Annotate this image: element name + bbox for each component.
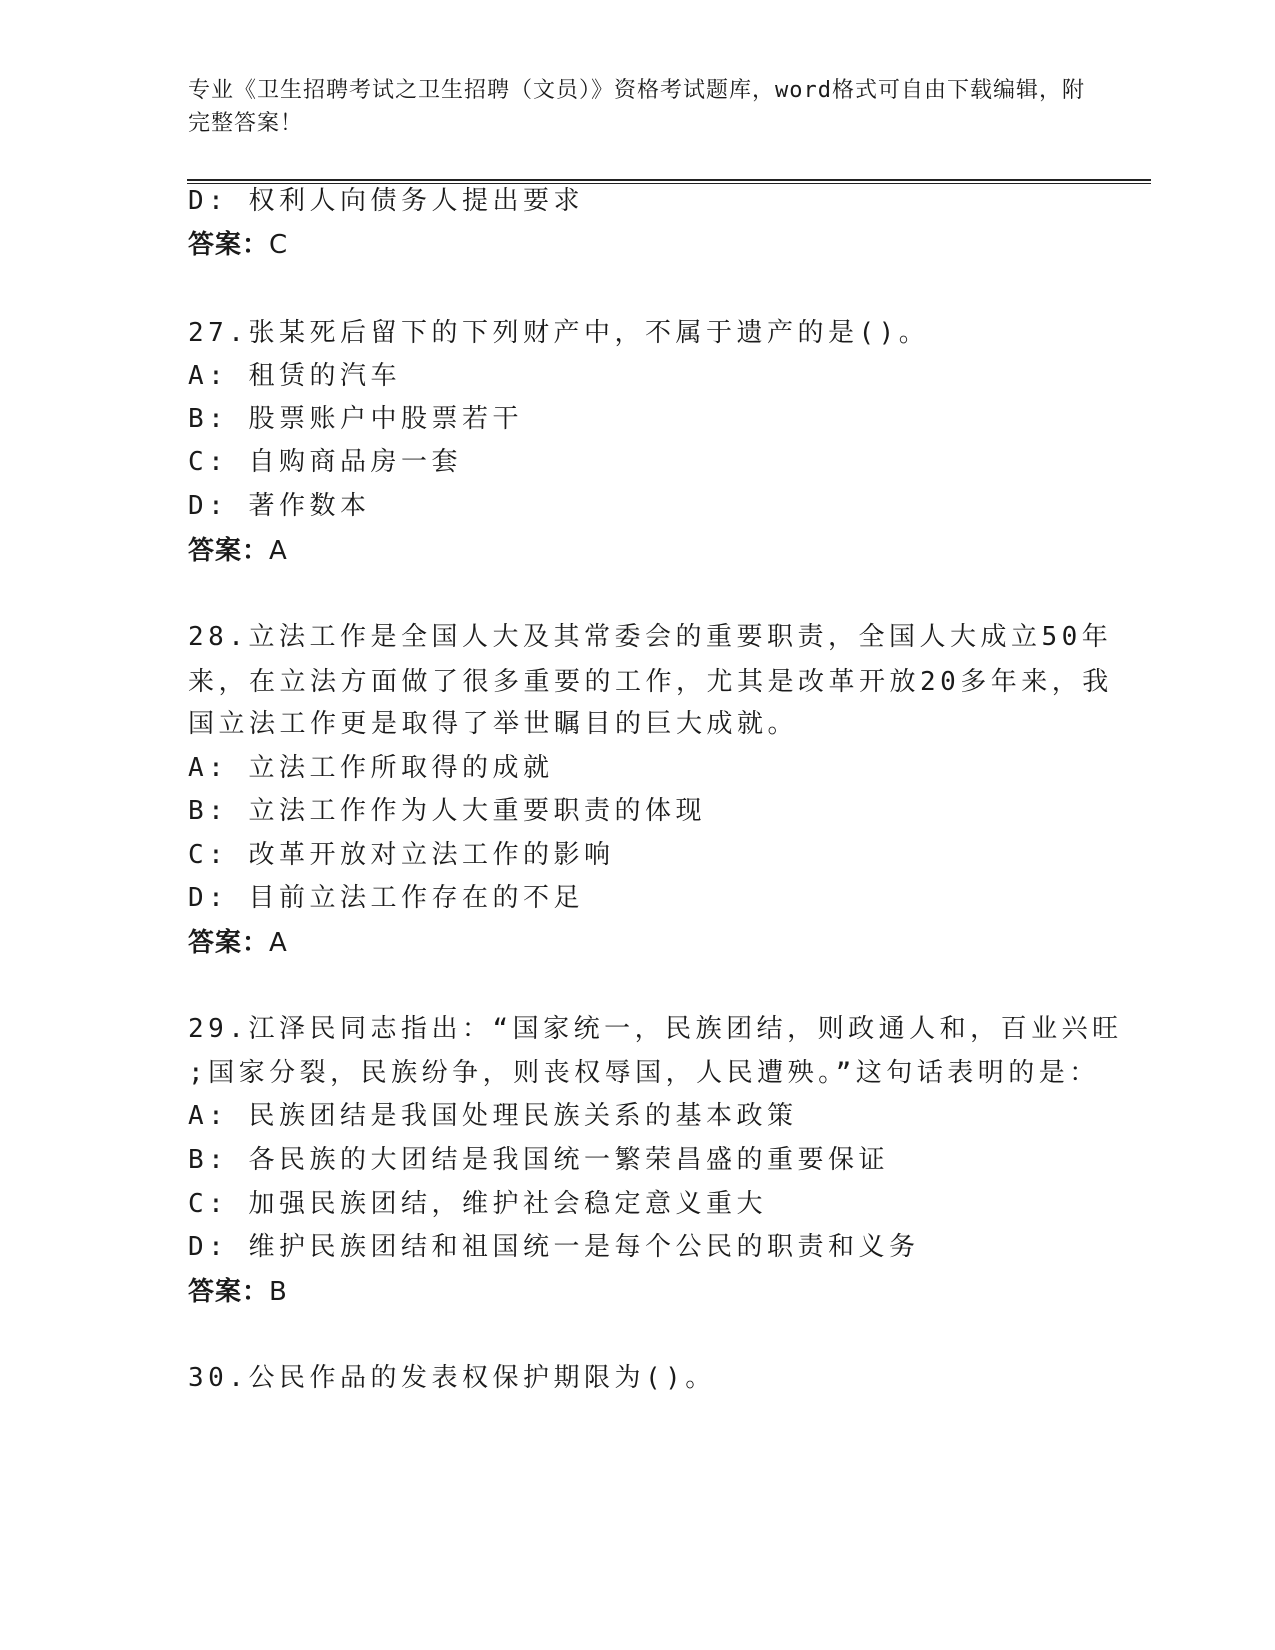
answer-line [188,1275,288,1309]
answer-line [188,228,288,262]
option-b: B: 股票账户中股票若干 [188,404,523,434]
answer-label: 答案： [188,1277,270,1307]
answer-value: B [269,1277,288,1307]
option-d: D: 维护民族团结和祖国统一是每个公民的职责和义务 [188,1232,920,1262]
option-c: C: 自购商品房一套 [188,447,462,477]
option-d: D: 目前立法工作存在的不足 [188,883,584,913]
answer-line [188,534,288,568]
document-header: 专业《卫生招聘考试之卫生招聘（文员）》资格考试题库，word格式可自由下载编辑，附完整答案！ [188,78,1085,136]
question-stem: ;国家分裂，民族纷争，则丧权辱国，人民遭殃。”这句话表明的是： [188,1058,1100,1088]
option-a: A: 租赁的汽车 [188,361,401,391]
option-b: B: 立法工作作为人大重要职责的体现 [188,796,706,826]
question-stem: 28.立法工作是全国人大及其常委会的重要职责，全国人大成立50年 [188,622,1113,652]
answer-line [188,926,288,960]
answer-value: A [269,536,288,566]
option-d: D: 著作数本 [188,491,371,521]
option-b: B: 各民族的大团结是我国统一繁荣昌盛的重要保证 [188,1145,889,1175]
answer-value: C [269,230,289,260]
question-stem: 国立法工作更是取得了举世瞩目的巨大成就。 [188,709,799,739]
question-stem: 29.江泽民同志指出：“国家统一，民族团结，则政通人和，百业兴旺 [188,1014,1123,1044]
question-stem: 27.张某死后留下的下列财产中，不属于遗产的是()。 [188,318,930,348]
option-a: A: 立法工作所取得的成就 [188,753,554,783]
answer-value: A [269,928,288,958]
question-stem: 来，在立法方面做了很多重要的工作，尤其是改革开放20多年来，我 [188,667,1113,697]
question-stem: 30.公民作品的发表权保护期限为()。 [188,1363,716,1393]
option-a: A: 民族团结是我国处理民族关系的基本政策 [188,1101,798,1131]
answer-label: 答案： [188,536,270,566]
option-c: C: 改革开放对立法工作的影响 [188,840,615,870]
option-d: D: 权利人向债务人提出要求 [188,186,584,216]
option-c: C: 加强民族团结，维护社会稳定意义重大 [188,1189,767,1219]
answer-label: 答案： [188,230,270,260]
answer-label: 答案： [188,928,270,958]
